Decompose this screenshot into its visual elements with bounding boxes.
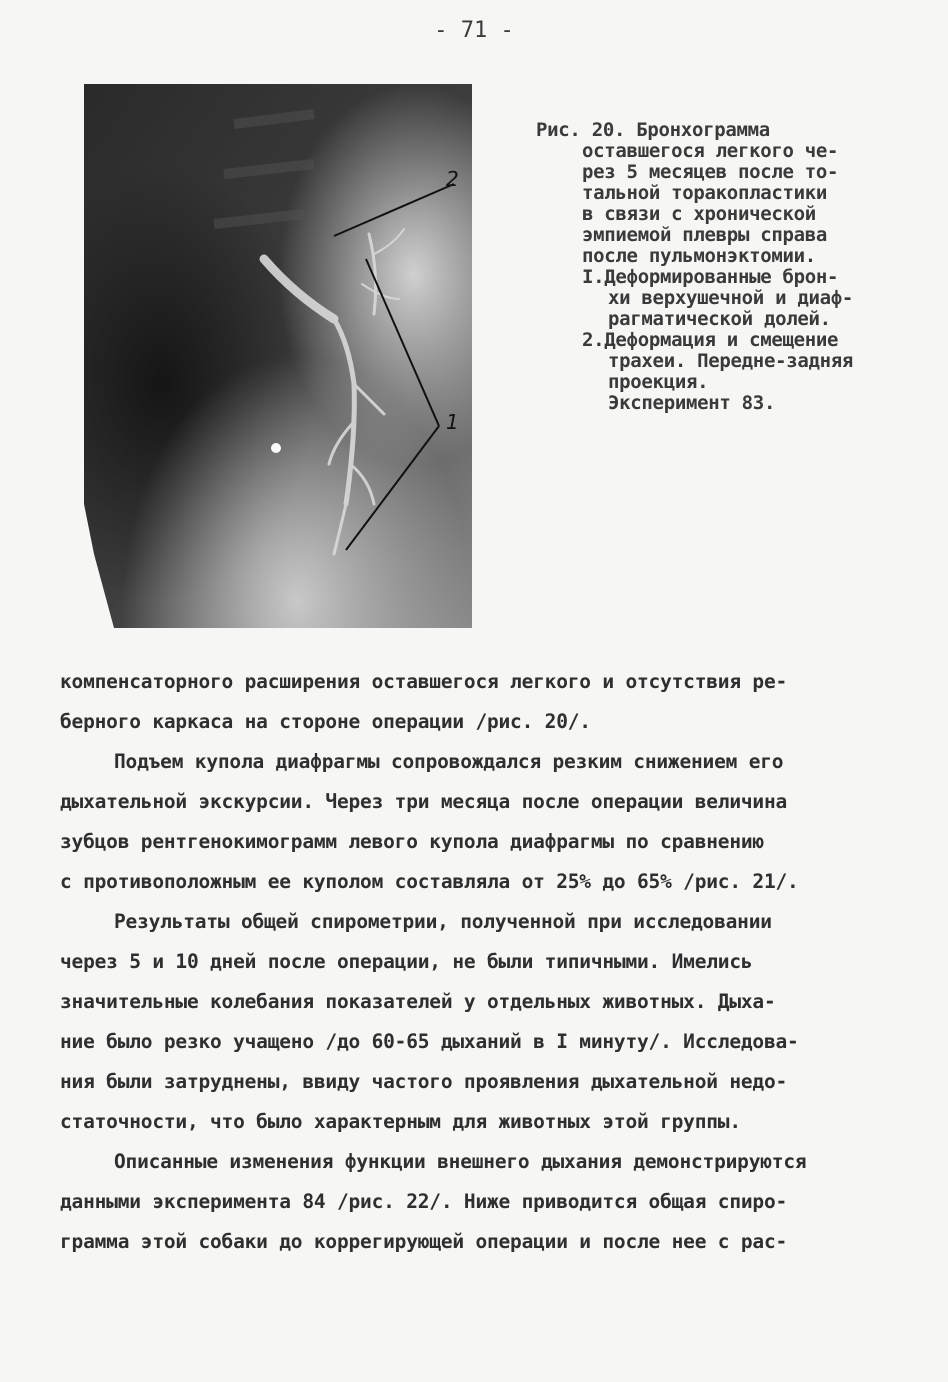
text-line: зубцов рентгенокимограмм левого купола диафрагмы по сравнению bbox=[60, 830, 764, 853]
paragraph bbox=[60, 902, 900, 1142]
caption-line: тальной торакопластики bbox=[582, 182, 828, 204]
bronchogram-image bbox=[84, 84, 472, 628]
bronchogram-svg bbox=[84, 84, 472, 628]
text-line: дыхательной экскурсии. Через три месяца после операции величина bbox=[60, 790, 788, 813]
caption-line: Эксперимент 83. bbox=[608, 392, 776, 414]
text-line: Подъем купола диафрагмы сопровождался резким снижением его bbox=[114, 750, 784, 773]
caption-line: Рис. 20. Бронхограмма bbox=[536, 119, 770, 141]
caption-line: хи верхушечной и диаф- bbox=[608, 287, 854, 309]
text-line: ние было резко учащено /до 60-65 дыханий в I минуту/. Исследова- bbox=[60, 1030, 799, 1053]
paragraph bbox=[60, 1142, 900, 1262]
text-line: грамма этой собаки до коррегирующей операции и после нее с рас- bbox=[60, 1230, 788, 1253]
page-number: - 71 - bbox=[434, 18, 514, 43]
caption-line: трахеи. Передне-задняя bbox=[608, 350, 854, 372]
text-line: данными эксперимента 84 /рис. 22/. Ниже приводится общая спиро- bbox=[60, 1190, 788, 1213]
text-line: статочности, что было характерным для животных этой группы. bbox=[60, 1110, 741, 1133]
caption-line: в связи с хронической bbox=[582, 203, 816, 225]
paragraph bbox=[60, 742, 900, 902]
caption-line: 2.Деформация и смещение bbox=[582, 329, 839, 351]
body-text bbox=[60, 662, 900, 1262]
text-line: ния были затруднены, ввиду частого проявления дыхательной недо- bbox=[60, 1070, 788, 1093]
text-line: Результаты общей спирометрии, полученной при исследовании bbox=[114, 910, 772, 933]
text-line: компенсаторного расширения оставшегося легкого и отсутствия ре- bbox=[60, 670, 788, 693]
text-line: с противоположным ее куполом составляла от 25% до 65% /рис. 21/. bbox=[60, 870, 799, 893]
caption-line: оставшегося легкого че- bbox=[582, 140, 839, 162]
label-2: 2 bbox=[446, 167, 459, 191]
text-line: значительные колебания показателей у отдельных животных. Дыха- bbox=[60, 990, 776, 1013]
paragraph bbox=[60, 662, 900, 742]
caption-line: I.Деформированные брон- bbox=[582, 266, 839, 288]
text-line: Описанные изменения функции внешнего дыхания демонстрируются bbox=[114, 1150, 807, 1173]
caption-line: рез 5 месяцев после то- bbox=[582, 161, 839, 183]
label-1: 1 bbox=[446, 410, 459, 434]
figure-caption bbox=[536, 120, 916, 414]
text-line: через 5 и 10 дней после операции, не были типичными. Имелись bbox=[60, 950, 753, 973]
caption-line: проекция. bbox=[608, 371, 709, 393]
caption-line: после пульмонэктомии. bbox=[582, 245, 816, 267]
text-line: берного каркаса на стороне операции /рис. 20/. bbox=[60, 710, 591, 733]
caption-line: рагматической долей. bbox=[608, 308, 831, 330]
caption-line: эмпиемой плевры справа bbox=[582, 224, 828, 246]
